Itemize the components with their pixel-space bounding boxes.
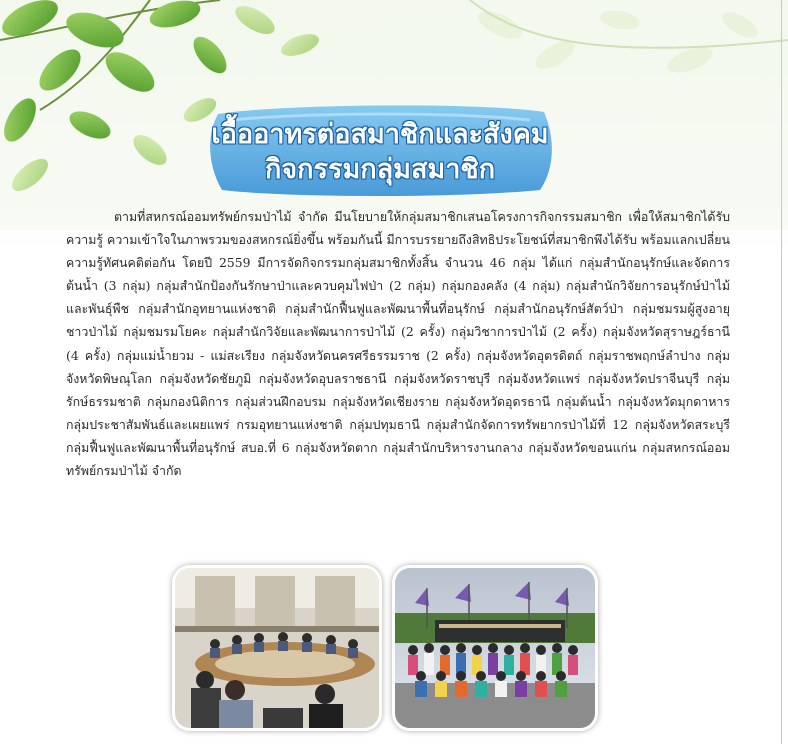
article-paragraph: ตามที่สหกรณ์ออมทรัพย์กรมป่าไม้ จำกัด มีนโยบายให้กลุ่มสมาชิกเสนอโครงการกิจกรรมสมาชิก เพื่อให้สมาชิกได้รับความรู้ ความเข้าใจในภาพรวมของสหกรณ์ยิ่งขึ้น พร้อมกันนี้ มีการบรรยายถึงสิทธิประโยชน์ที่สมาชิกพึงได้รับ พร้อมแลกเปลี่ยนความรู้ทัศนคติต่อกัน โดยปี 2559 มีการจัดกิจกรรมกลุ่มสมาชิกทั้งสิ้น จำนวน 46 กลุ่ม ได้แก่ กลุ่มสำนักอนุรักษ์และจัดการต้นน้ำ (3 กลุ่ม) กลุ่มสำนักป้องกันรักษาป่าและควบคุมไฟป่า (2 กลุ่ม) กลุ่มกองคลัง (4 กลุ่ม) กลุ่มสำนักวิจัยการอนุรักษ์ป่าไม้และพันธุ์พืช กลุ่มสำนักอุทยานแห่งชาติ กลุ่มสำนักฟื้นฟูและพัฒนาพื้นที่อนุรักษ์ กลุ่มสำนักอนุรักษ์สัตว์ป่า กลุ่มชมรมผู้สูงอายุชาวป่าไม้ กลุ่มชมรมโยคะ กลุ่มสำนักวิจัยและพัฒนาการป่าไม้ (2 ครั้ง) กลุ่มวิชาการป่าไม้ (2 ครั้ง) กลุ่มจังหวัดสุราษฎร์ธานี (4 ครั้ง) กลุ่มแม่น้ำยวม - แม่สะเรียง กลุ่มจังหวัดนครศรีธรรมราช (2 ครั้ง) กลุ่มจังหวัดอุตรดิตถ์ กลุ่มราชพฤกษ์ลำปาง กลุ่มจังหวัดพิษณุโลก กลุ่มจังหวัดชัยภูมิ กลุ่มจังหวัดอุบลราชธานี กลุ่มจังหวัดราชบุรี กลุ่มจังหวัดแพร่ กลุ่มจังหวัดปราจีนบุรี กลุ่มรักษ์ธรรมชาติ กลุ่มกองนิติการ กลุ่มส่วนฝึกอบรม กลุ่มจังหวัดเชียงราย กลุ่มจังหวัดอุดรธานี กลุ่มต้นน้ำ กลุ่มจังหวัดมุกดาหาร กลุ่มประชาสัมพันธ์และเผยแพร่ กรมอุทยานแห่งชาติ กลุ่มปทุมธานี กลุ่มสำนักจัดการทรัพยากรป่าไม้ที่ 12 กลุ่มจังหวัดสระบุรี กลุ่มฟื้นฟูและพัฒนาพื้นที่อนุรักษ์ สบอ.ที่ 6 กลุ่มจังหวัดตาก กลุ่มสำนักบริหารงานกลาง กลุ่มจังหวัดขอนแก่น กลุ่มสหกรณ์ออมทรัพย์กรมป่าไม้ จำกัด bbox=[66, 209, 730, 479]
page-edge-rule bbox=[781, 0, 782, 744]
meeting-photo bbox=[172, 565, 382, 731]
section-title-line1: เอื้ออาทรต่อสมาชิกและสังคม bbox=[211, 119, 549, 150]
group-photo bbox=[392, 565, 598, 731]
meeting-photo-illustration bbox=[175, 568, 379, 728]
section-title-line2: กิจกรรมกลุ่มสมาชิก bbox=[264, 154, 496, 185]
group-photo-illustration bbox=[395, 568, 595, 728]
